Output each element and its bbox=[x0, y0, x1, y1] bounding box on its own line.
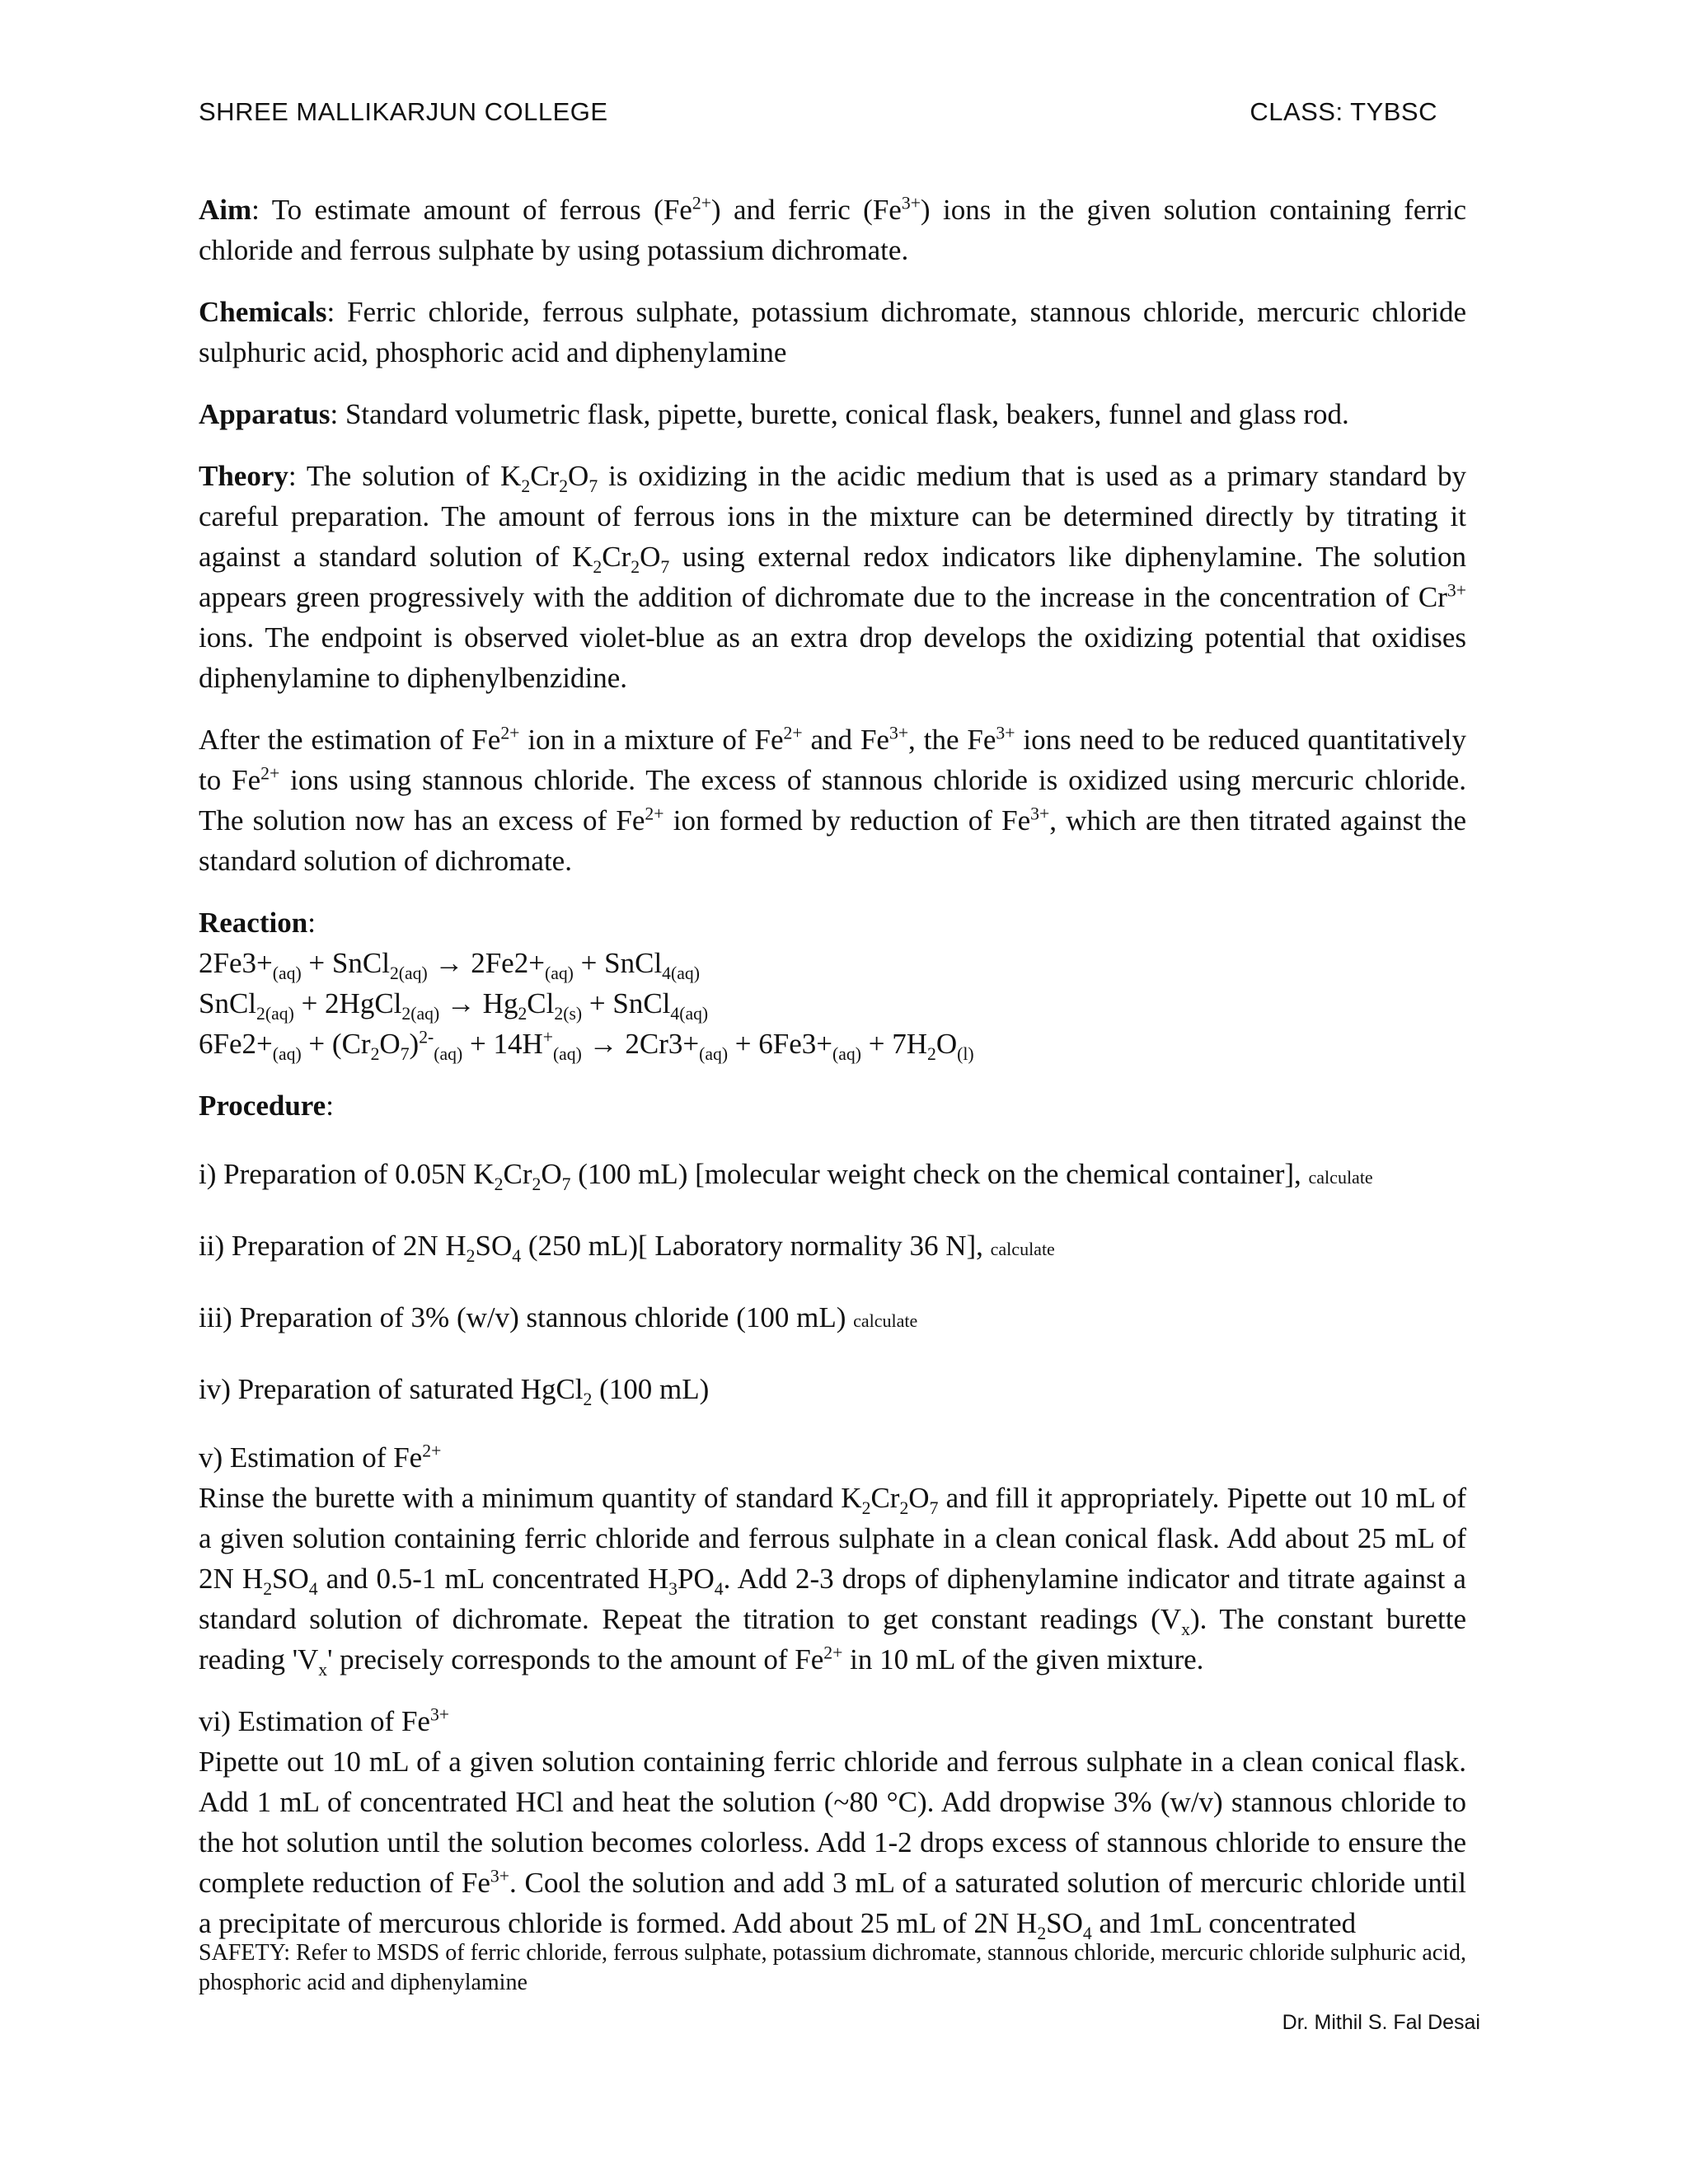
reaction-equation-2: SnCl$_{2(aq)}$ + 2HgCl$_{2(aq)}$ → $Hg_2Cl_{2(s)}$ + SnCl$_{4(aq)}$ bbox=[199, 987, 709, 1024]
step-6-title: vi) Estimation of $Fe^{3+}$ bbox=[199, 1704, 450, 1737]
reaction-label: Reaction bbox=[199, 907, 308, 939]
theory-label: Theory bbox=[199, 460, 288, 492]
reaction-equation-1: $2Fe3+_{(aq)}$ + SnCl$_{2(aq)}$ → $2Fe2+_{(aq)}$ + SnCl$_{4(aq)}$ bbox=[199, 947, 700, 983]
chemicals-section: Chemicals: Ferric chloride, ferrous sulphate, potassium dichromate, stannous chloride, mercuric chloride sulphuric acid, phosphoric acid and diphenylamine bbox=[199, 296, 1466, 368]
procedure-step-4: iv) Preparation of saturated HgCl$_2$ (100 mL) bbox=[199, 1373, 710, 1409]
class-label: CLASS: TYBSC bbox=[1250, 97, 1437, 126]
procedure-step-3: iii) Preparation of 3% (w/v) stannous chloride (100 mL) calculate bbox=[199, 1301, 918, 1333]
procedure-heading: Procedure: bbox=[199, 1090, 334, 1122]
safety-note: SAFETY: Refer to MSDS of ferric chloride, ferrous sulphate, potassium dichromate, stannous chloride, mercuric chloride sulphuric acid, phosphoric acid and diphenylamine bbox=[199, 1940, 1466, 1995]
procedure-step-1: i) Preparation of 0.05N $K_2Cr_2O_7$ (100 mL) [molecular weight check on the chemical container], calculate bbox=[199, 1158, 1373, 1194]
apparatus-label: Apparatus bbox=[199, 398, 331, 430]
aim-text: To estimate amount of ferrous $(Fe^{2+})$ and ferric $(Fe^{3+})$ ions in the given solution containing ferric chloride and ferrous sulphate by using potassium dichromate. bbox=[199, 193, 1466, 266]
procedure-step-2: ii) Preparation of 2N $H_2SO_4$ (250 mL)[ Laboratory normality 36 N], calculate bbox=[199, 1230, 1055, 1266]
chemicals-label: Chemicals bbox=[199, 296, 327, 328]
procedure-label: Procedure bbox=[199, 1090, 326, 1122]
step-6-text: Pipette out 10 mL of a given solution containing ferric chloride and ferrous sulphate in a clean conical flask. Add 1 mL of concentrated HCl and heat the solution (~80 °C). Add dropwise 3% (w/v) stannous chloride to the hot solution until the solution becomes colorless. Add 1-2 drops excess of stannous chloride to ensure the complete reduction of $Fe^{3+}$. Cool the solution and add 3 mL of a saturated solution of mercuric chloride until a precipitate of mercurous chloride is formed. Add about 25 mL of 2N $H_2SO_4$ and 1mL concentrated bbox=[199, 1746, 1466, 1943]
document-body bbox=[199, 190, 1466, 1998]
theory-para-1: The solution of $K_2Cr_2O_7$ is oxidizing in the acidic medium that is used as a primary standard by careful preparation. The amount of ferrous ions in the mixture can be determined directly by titrating it against a standard solution of $K_2Cr_2O_7$ using external redox indicators like diphenylamine. The solution appears green progressively with the addition of dichromate due to the increase in the concentration of $Cr^{3+}$ ions. The endpoint is observed violet-blue as an extra drop develops the oxidizing potential that oxidises diphenylamine to diphenylbenzidine. bbox=[199, 460, 1467, 694]
procedure-step-5 bbox=[199, 1437, 1466, 1680]
procedure-step-6 bbox=[199, 1701, 1466, 1943]
theory-para-2: After the estimation of $Fe^{2+}$ ion in a mixture of $Fe^{2+}$ and $Fe^{3+}$, the $Fe^{3+}$ ions need to be reduced quantitatively to $Fe^{2+}$ ions using stannous chloride. The excess of stannous chloride is oxidized using mercuric chloride. The solution now has an excess of $Fe^{2+}$ ion formed by reduction of $Fe^{3+}$, which are then titrated against the standard solution of dichromate. bbox=[199, 723, 1466, 877]
theory-section: Theory: The solution of $K_2Cr_2O_7$ is oxidizing in the acidic medium that is used as a primary standard by careful preparation. The amount of ferrous ions in the mixture can be determined directly by titrating it against a standard solution of $K_2Cr_2O_7$ using external redox indicators like diphenylamine. The solution appears green progressively with the addition of dichromate due to the increase in the concentration of $Cr^{3+}$ ions. The endpoint is observed violet-blue as an extra drop develops the oxidizing potential that oxidises diphenylamine to diphenylbenzidine. bbox=[199, 460, 1467, 694]
apparatus-text: Standard volumetric flask, pipette, burette, conical flask, beakers, funnel and glass rod. bbox=[345, 398, 1349, 430]
college-name: SHREE MALLIKARJUN COLLEGE bbox=[199, 97, 608, 126]
step-5-title: v) Estimation of $Fe^{2+}$ bbox=[199, 1441, 442, 1474]
reaction-section: Reaction: $2Fe3+_{(aq)}$ + SnCl$_{2(aq)}$ → $2Fe2+_{(aq)}$ + SnCl$_{4(aq)}$ SnCl$_{2(aq)}$ + 2HgCl$_{2(aq)}$ → $Hg_2Cl_{2(s)}$ + SnCl$_{4(aq)}$ $6Fe2+_{(aq)} + (Cr_2O_7)^{2-}_{(aq)} + 14H^+_{(aq)} \to 2Cr3+_{(aq)} + 6Fe3+_{(aq)} + 7H_2O_{(l)}$ bbox=[199, 902, 1466, 1064]
apparatus-section: Apparatus: Standard volumetric flask, pipette, burette, conical flask, beakers, funnel and glass rod. bbox=[199, 398, 1349, 430]
reaction-equation-3: $6Fe2+_{(aq)} + (Cr_2O_7)^{2-}_{(aq)} + 14H^+_{(aq)} \to 2Cr3+_{(aq)} + 6Fe3+_{(aq)} + 7H_2O_{(l)}$ bbox=[199, 1027, 974, 1064]
author-footer: Dr. Mithil S. Fal Desai bbox=[1282, 2011, 1480, 2034]
chemicals-text: Ferric chloride, ferrous sulphate, potassium dichromate, stannous chloride, mercuric chloride sulphuric acid, phosphoric acid and diphenylamine bbox=[199, 296, 1466, 368]
step-5-text: Rinse the burette with a minimum quantity of standard $K_2Cr_2O_7$ and fill it appropriately. Pipette out 10 mL of a given solution containing ferric chloride and ferrous sulphate in a clean conical flask. Add about 25 mL of 2N $H_2SO_4$ and 0.5-1 mL concentrated $H_3PO_4$. Add 2-3 drops of diphenylamine indicator and titrate against a standard solution of dichromate. Repeat the titration to get constant readings $(V_x)$. The constant burette reading '$V_x$' precisely corresponds to the amount of $Fe^{2+}$ in 10 mL of the given mixture. bbox=[199, 1482, 1467, 1680]
aim-label: Aim bbox=[199, 194, 252, 226]
aim-section: Aim: To estimate amount of ferrous $(Fe^{2+})$ and ferric $(Fe^{3+})$ ions in the given solution containing ferric chloride and ferrous sulphate by using potassium dichromate. bbox=[199, 193, 1466, 266]
